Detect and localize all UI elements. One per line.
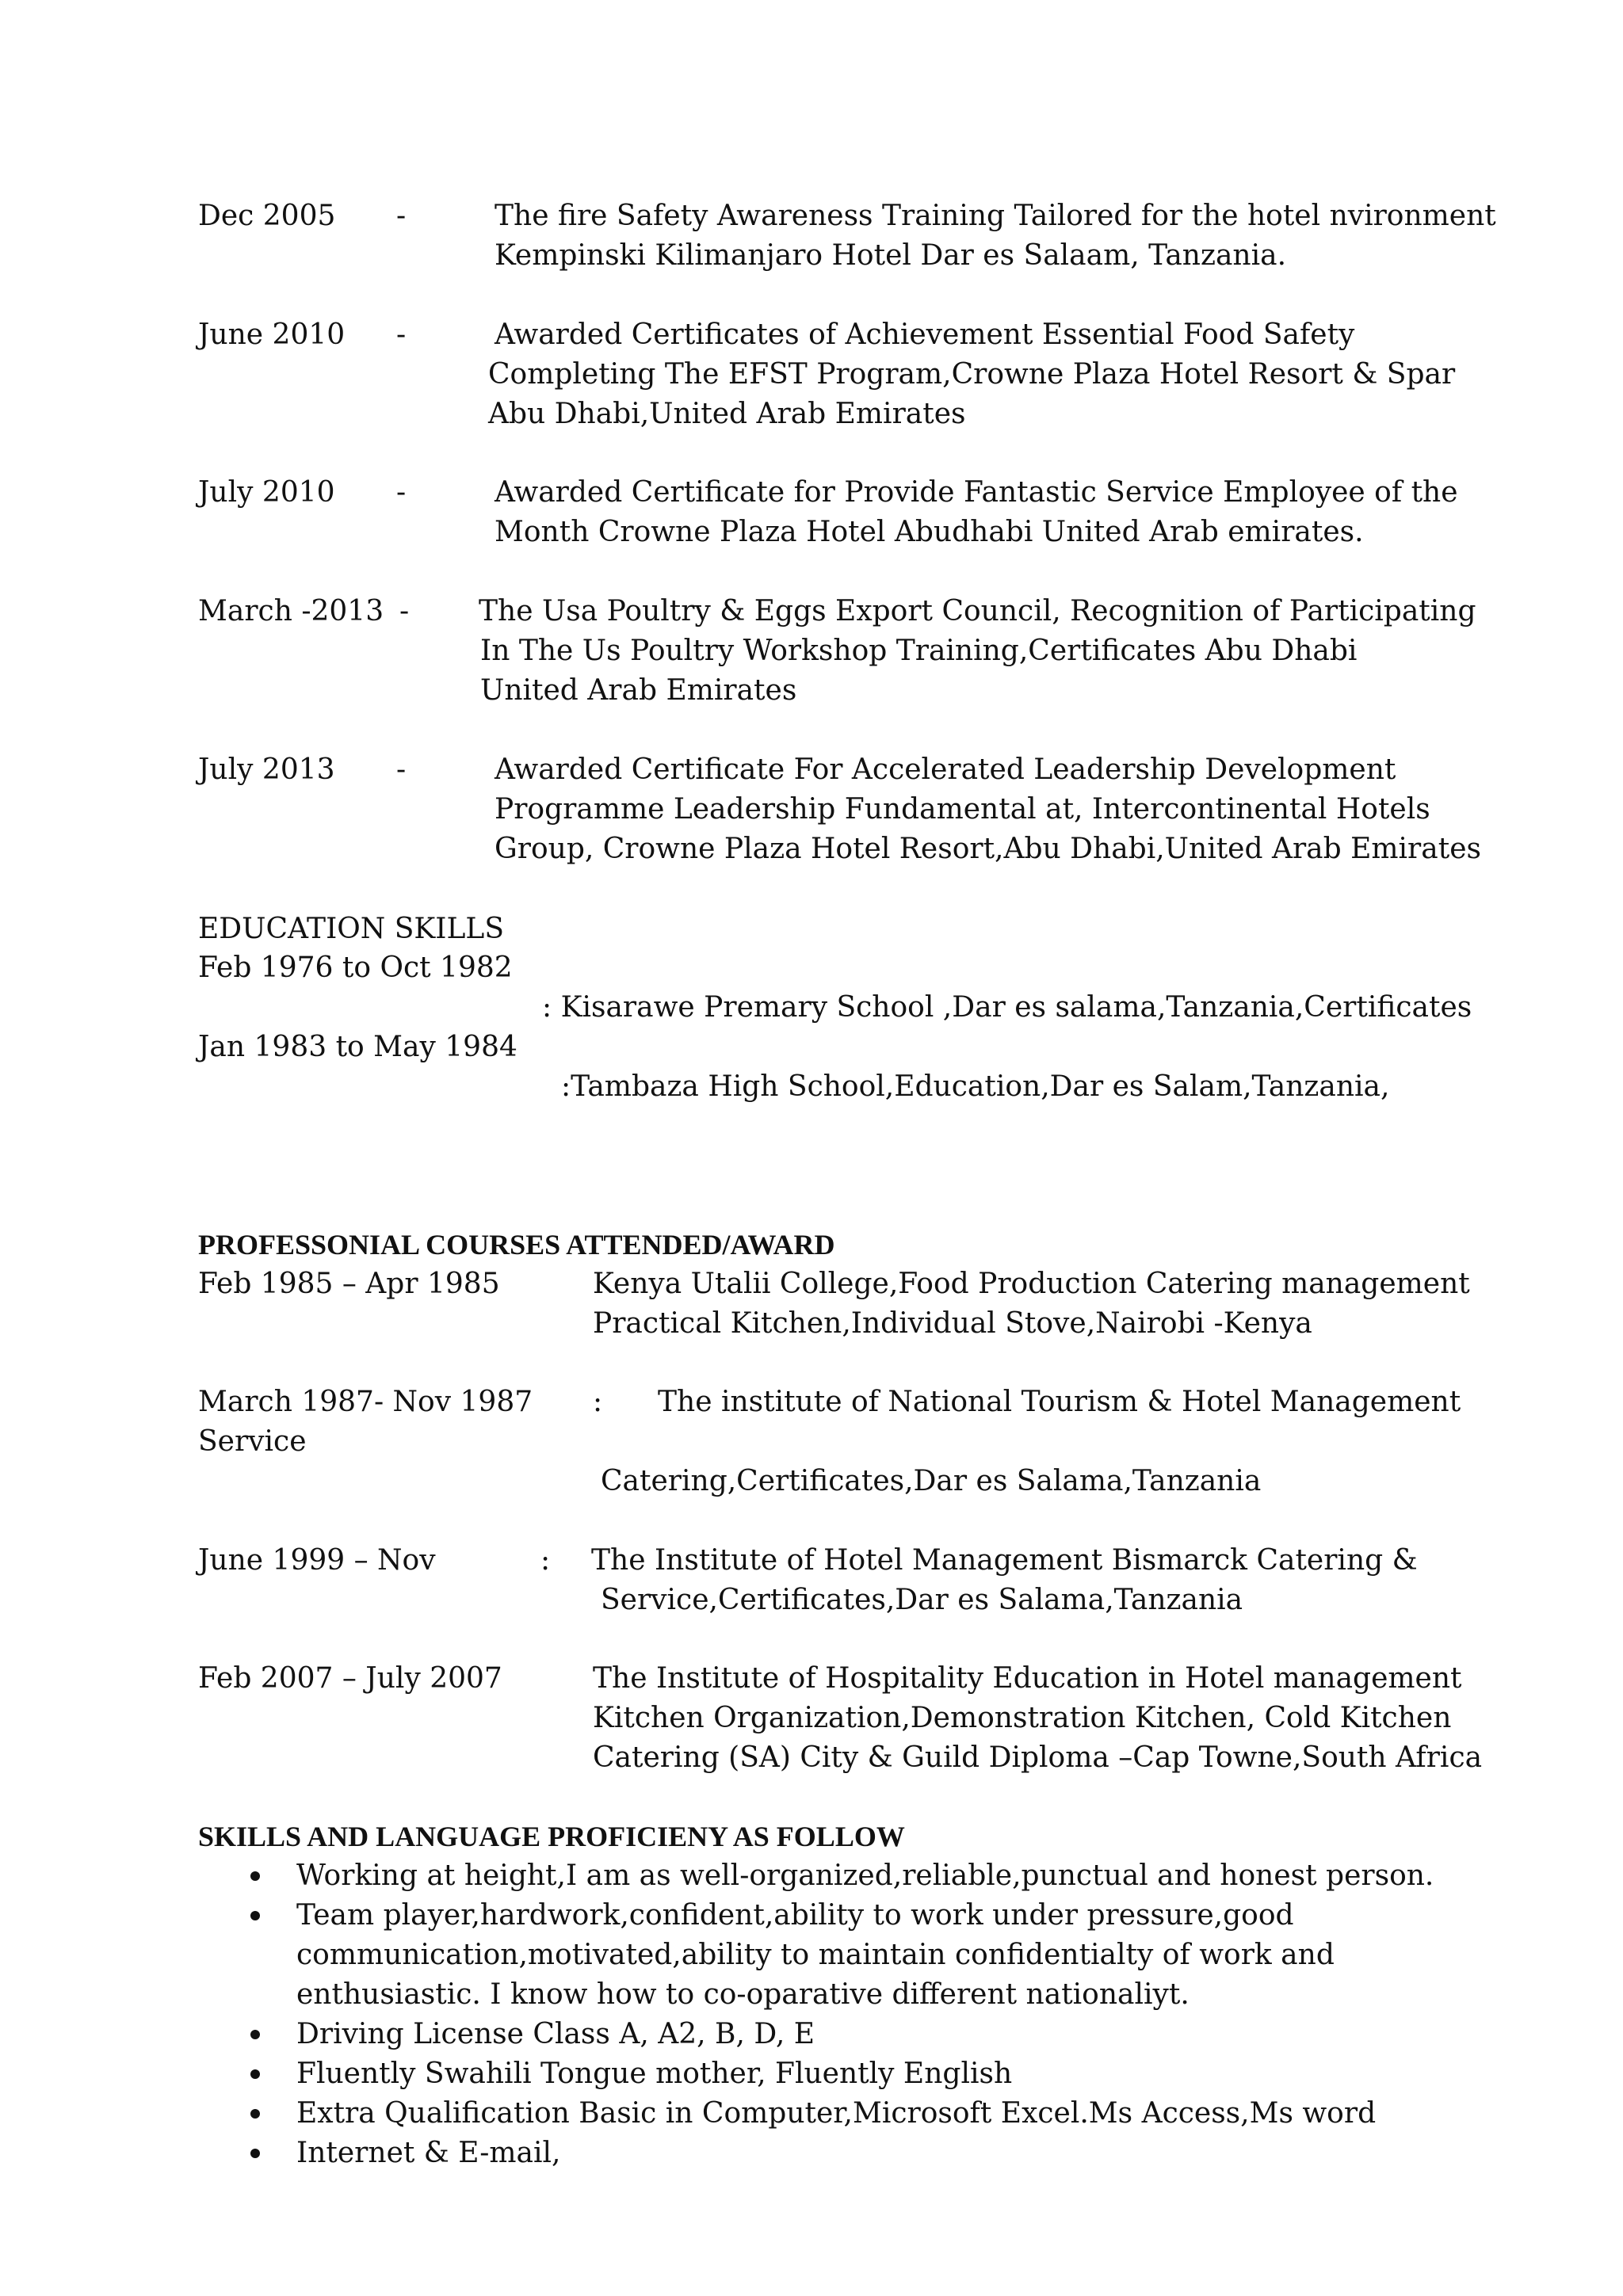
- skill-item: Working at height,I am as well-organized,reliable,punctual and honest person.: [296, 1859, 1434, 1892]
- skill-item: Driving License Class A, A2, B, D, E: [296, 2018, 815, 2050]
- skill-item: enthusiastic. I know how to co-oparative different nationaliyt.: [296, 1978, 1190, 2011]
- courses-heading: PROFESSONIAL COURSES ATTENDED/AWARD: [198, 1229, 835, 1261]
- cert-line: In The Us Poultry Workshop Training,Certificates Abu Dhabi: [480, 635, 1358, 667]
- cert-dash: -: [399, 595, 410, 627]
- bullet-icon: [250, 2069, 260, 2079]
- education-date: Feb 1976 to Oct 1982: [198, 952, 513, 984]
- course-line: Service,Certificates,Dar es Salama,Tanzania: [601, 1584, 1243, 1616]
- cert-date: Dec 2005: [198, 200, 336, 232]
- cert-dash: -: [396, 200, 407, 232]
- skill-item: Fluently Swahili Tongue mother, Fluently English: [296, 2058, 1013, 2090]
- cert-date: July 2013: [198, 753, 335, 786]
- cert-line: Month Crowne Plaza Hotel Abudhabi United Arab emirates.: [495, 516, 1364, 548]
- course-date: Feb 1985 – Apr 1985: [198, 1268, 500, 1300]
- skill-item: Extra Qualification Basic in Computer,Microsoft Excel.Ms Access,Ms word: [296, 2097, 1377, 2130]
- course-line: Catering (SA) City & Guild Diploma –Cap Towne,South Africa: [593, 1741, 1483, 1774]
- skill-item: Team player,hardwork,confident,ability to work under pressure,good: [296, 1899, 1294, 1932]
- cert-line: The fire Safety Awareness Training Tailored for the hotel nvironment: [495, 200, 1496, 232]
- education-detail: :Tambaza High School,Education,Dar es Salam,Tanzania,: [561, 1070, 1390, 1103]
- education-heading: EDUCATION SKILLS: [198, 913, 504, 945]
- course-date: March 1987- Nov 1987: [198, 1386, 533, 1418]
- course-colon: :: [540, 1544, 551, 1577]
- course-line: Kitchen Organization,Demonstration Kitchen, Cold Kitchen: [593, 1702, 1452, 1734]
- bullet-icon: [250, 2109, 260, 2119]
- education-date: Jan 1983 to May 1984: [198, 1031, 517, 1063]
- course-line: Practical Kitchen,Individual Stove,Nairobi -Kenya: [593, 1307, 1312, 1340]
- education-detail: : Kisarawe Premary School ,Dar es salama,Tanzania,Certificates: [542, 991, 1472, 1024]
- course-line: The institute of National Tourism & Hotel Management: [658, 1386, 1461, 1418]
- skill-item: communication,motivated,ability to maintain confidentialty of work and: [296, 1939, 1335, 1971]
- cert-line: The Usa Poultry & Eggs Export Council, Recognition of Participating: [479, 595, 1476, 627]
- cert-date: June 2010: [198, 318, 346, 351]
- cert-date: March -2013: [198, 595, 384, 627]
- course-line: The Institute of Hotel Management Bismarck Catering &: [591, 1544, 1418, 1577]
- cert-line: United Arab Emirates: [480, 674, 797, 707]
- cert-line: Completing The EFST Program,Crowne Plaza Hotel Resort & Spar: [488, 358, 1456, 391]
- cert-line: Group, Crowne Plaza Hotel Resort,Abu Dhabi,United Arab Emirates: [495, 833, 1481, 865]
- course-line: Catering,Certificates,Dar es Salama,Tanzania: [601, 1465, 1262, 1497]
- cert-line: Abu Dhabi,United Arab Emirates: [488, 398, 966, 430]
- course-colon: :: [593, 1386, 603, 1418]
- bullet-icon: [250, 2030, 260, 2039]
- cert-line: Awarded Certificate For Accelerated Leadership Development: [495, 753, 1396, 786]
- bullet-icon: [250, 2149, 260, 2158]
- cert-dash: -: [396, 753, 407, 786]
- cert-line: Awarded Certificate for Provide Fantastic Service Employee of the: [495, 476, 1458, 509]
- bullet-icon: [250, 1911, 260, 1920]
- bullet-icon: [250, 1871, 260, 1881]
- course-date: June 1999 – Nov: [198, 1544, 436, 1577]
- cert-line: Programme Leadership Fundamental at, Intercontinental Hotels: [495, 793, 1430, 826]
- course-line: Kenya Utalii College,Food Production Catering management: [593, 1268, 1470, 1300]
- cert-dash: -: [396, 318, 407, 351]
- cert-line: Kempinski Kilimanjaro Hotel Dar es Salaam, Tanzania.: [495, 239, 1287, 272]
- course-line: The Institute of Hospitality Education in Hotel management: [593, 1662, 1462, 1695]
- cert-line: Awarded Certificates of Achievement Essential Food Safety: [495, 318, 1355, 351]
- course-line: Service: [198, 1425, 307, 1458]
- course-date: Feb 2007 – July 2007: [198, 1662, 502, 1695]
- cert-dash: -: [396, 476, 407, 509]
- cert-date: July 2010: [198, 476, 335, 509]
- skill-item: Internet & E-mail,: [296, 2137, 561, 2169]
- skills-heading: SKILLS AND LANGUAGE PROFICIENY AS FOLLOW: [198, 1821, 905, 1852]
